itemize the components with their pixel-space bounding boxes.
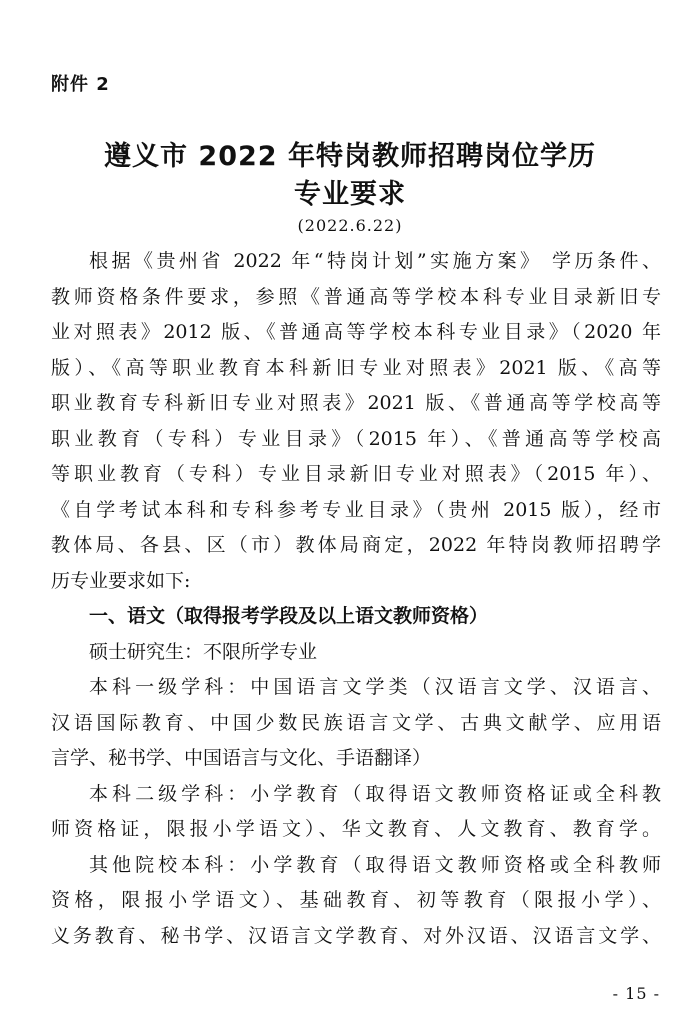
attachment-label: 附件 2	[51, 74, 110, 95]
body-line: 硕士研究生：不限所学专业	[89, 640, 318, 663]
body-line: 本科二级学科：小学教育（取得语文教师资格证或全科教	[89, 782, 661, 805]
body-line: 《自学考试本科和专科参考专业目录》（贵州 2015 版），经市	[51, 498, 661, 521]
body-line: 教师资格条件要求，参照《普通高等学校本科专业目录新旧专	[51, 285, 661, 308]
body-line: 言学、秘书学、中国语言与文化、手语翻译）	[51, 747, 432, 769]
body-line: 师资格证，限报小学语文）、华文教育、人文教育、教育学。	[51, 818, 661, 840]
body-line: 其他院校本科：小学教育（取得语文教师资格或全科教师	[89, 853, 661, 876]
document-title-line-1: 遵义市 2022 年特岗教师招聘岗位学历	[104, 141, 596, 172]
body-line: 版）、《高等职业教育本科新旧专业对照表》2021 版、《高等	[51, 356, 661, 379]
body-line: 根据《贵州省 2022 年“特岗计划”实施方案》 学历条件、	[89, 250, 661, 272]
body-line: 业对照表》2012 版、《普通高等学校本科专业目录》（2020 年	[51, 321, 661, 343]
body-line: 教体局、各县、区（市）教体局商定，2022 年特岗教师招聘学	[51, 534, 661, 556]
body-line: 本科一级学科：中国语言文学类（汉语言文学、汉语言、	[89, 676, 661, 698]
page-number: - 15 -	[612, 984, 660, 1003]
document-date: (2022.6.22)	[297, 216, 403, 235]
body-line: 资格，限报小学语文）、基础教育、初等教育（限报小学）、	[51, 889, 661, 911]
document-body	[51, 244, 661, 954]
body-line: 职业教育专科新旧专业对照表》2021 版、《普通高等学校高等	[51, 392, 661, 414]
body-line: 历专业要求如下:	[51, 569, 191, 592]
body-line: 义务教育、秘书学、汉语言文学教育、对外汉语、汉语言文学、	[51, 924, 661, 947]
section-heading-chinese: 一、语文（取得报考学段及以上语文教师资格）	[89, 605, 489, 627]
document-title-line-2: 专业要求	[294, 179, 406, 210]
body-line: 等职业教育（专科）专业目录新旧专业对照表》（2015 年）、	[51, 463, 661, 485]
body-line: 职业教育（专科）专业目录》（2015 年）、《普通高等学校高	[51, 427, 661, 450]
body-line: 汉语国际教育、中国少数民族语言文学、古典文献学、应用语	[51, 711, 661, 734]
